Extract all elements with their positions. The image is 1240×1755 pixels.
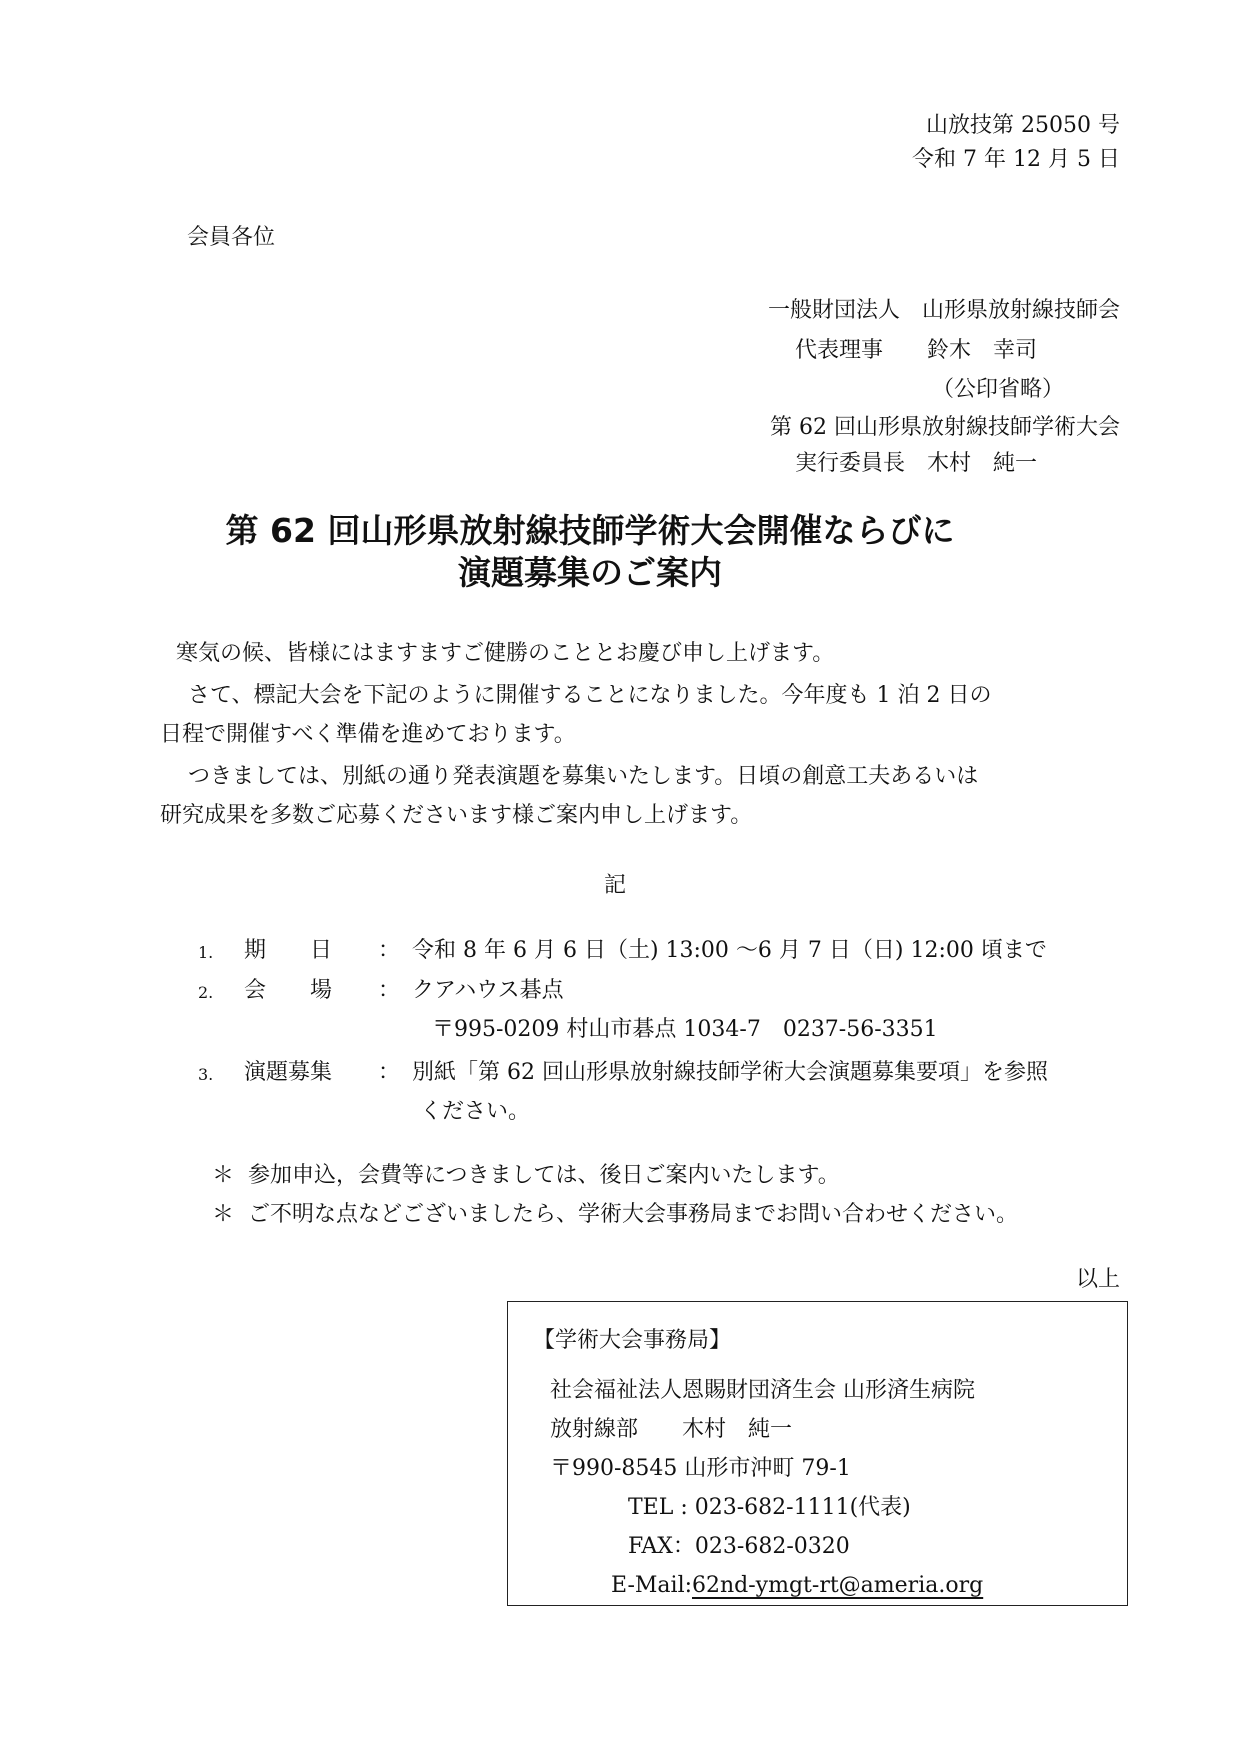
- seal-note: （公印省略）: [932, 377, 1065, 402]
- item-colon: ：: [378, 938, 401, 963]
- ki-marker: 記: [604, 873, 627, 898]
- sender-representative: 代表理事 鈴木 幸司: [795, 338, 1038, 363]
- page-title-line2: 演題募集のご案内: [458, 553, 722, 592]
- item-colon: ：: [378, 1060, 401, 1085]
- item-value-call: 別紙「第 62 回山形県放射線技師学術大会演題募集要項」を参照: [412, 1060, 1048, 1085]
- doc-number: 山放技第 25050 号: [926, 113, 1120, 138]
- note-mark: ＊: [212, 1202, 235, 1227]
- recipient: 会員各位: [187, 225, 276, 250]
- sender-conference: 第 62 回山形県放射線技師学術大会: [770, 415, 1120, 440]
- body-paragraph-1: 寒気の候、皆様にはますますご健勝のこととお慶び申し上げます。: [176, 641, 835, 666]
- item-label-call: 演題募集: [244, 1060, 333, 1085]
- body-paragraph-3a: つきましては、別紙の通り発表演題を募集いたします。日頃の創意工夫あるいは: [188, 764, 979, 789]
- note-text: 参加申込，会費等につきましては、後日ご案内いたします。: [248, 1163, 840, 1188]
- office-dept: 放射線部 木村 純一: [550, 1417, 793, 1442]
- body-paragraph-2b: 日程で開催すべく準備を進めております。: [160, 722, 576, 747]
- office-email-link[interactable]: 62nd-ymgt-rt@ameria.org: [692, 1573, 984, 1598]
- office-org: 社会福祉法人恩賜財団済生会 山形済生病院: [550, 1378, 975, 1403]
- page-title-line1: 第 62 回山形県放射線技師学術大会開催ならびに: [225, 511, 955, 550]
- office-heading: 【学術大会事務局】: [533, 1328, 732, 1353]
- item-colon: ：: [378, 978, 401, 1003]
- note-text: ご不明な点などございましたら、学術大会事務局までお問い合わせください。: [248, 1202, 1019, 1227]
- item-number: 2.: [198, 983, 214, 1002]
- item-number: 3.: [198, 1065, 214, 1084]
- sender-org: 一般財団法人 山形県放射線技師会: [767, 298, 1120, 323]
- item-number: 1.: [198, 943, 214, 962]
- item-value-call-cont: ください。: [420, 1099, 531, 1124]
- office-tel: TEL : 023-682-1111(代表): [628, 1495, 911, 1520]
- item-label-date: 期 日: [244, 938, 333, 963]
- office-address: 〒990-8545 山形市沖町 79-1: [550, 1456, 851, 1481]
- item-value-venue-address: 〒995-0209 村山市碁点 1034-7 0237-56-3351: [432, 1017, 938, 1042]
- body-paragraph-2a: さて、標記大会を下記のように開催することになりました。今年度も 1 泊 2 日の: [188, 683, 992, 708]
- note-mark: ＊: [212, 1163, 235, 1188]
- body-paragraph-3b: 研究成果を多数ご応募くださいます様ご案内申し上げます。: [160, 803, 753, 828]
- item-value-date: 令和 8 年 6 月 6 日（土) 13:00 ～6 月 7 日（日) 12:00 頃まで: [412, 938, 1047, 963]
- office-email-label: E-Mail:: [611, 1573, 693, 1598]
- sender-chair: 実行委員長 木村 純一: [795, 451, 1038, 476]
- closing: 以上: [1075, 1267, 1120, 1292]
- item-label-venue: 会 場: [244, 978, 333, 1003]
- office-fax: FAX：023-682-0320: [628, 1534, 850, 1559]
- item-value-venue: クアハウス碁点: [412, 978, 564, 1003]
- issue-date: 令和 7 年 12 月 5 日: [912, 147, 1120, 172]
